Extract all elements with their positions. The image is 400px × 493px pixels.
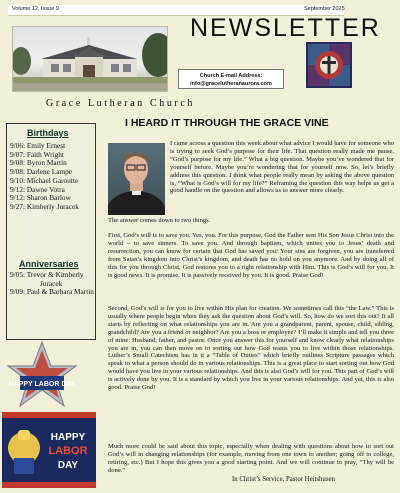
email-box — [178, 69, 284, 89]
anniversaries-list — [10, 271, 94, 297]
issue-date: September 2025 — [304, 6, 345, 12]
pastor-signature: In Christ’s Service, Pastor Heitshusen — [232, 476, 335, 483]
list-item: 9/27: Kimberly Juracek — [10, 201, 79, 211]
list-item: 9/05: Trevor & Kimberly Juracek — [10, 270, 84, 288]
list-item: 9/08: Byron Martin — [10, 158, 67, 168]
banner-word-1: HAPPY — [50, 432, 86, 443]
article-paragraph: I came across a question this week about what advice I would have for someone who is trying to seek God’s purpose for their life. That question really made me pause. “God’s purpose for my life.” What a big question. Maybe you’ve wondered that for yourself before. Maybe you’re wondering that for yourself now. So, let’s briefly address this question. I think what people really mean by asking the above question is, “What is God’s will for my life?” Reframing the question this way helps us get a good handle on the question and allows us to answer more clearly. — [170, 140, 394, 195]
anniversaries-heading: Anniversaries — [19, 259, 79, 269]
article-paragraph: Much more could be said about this topic, especially when dealing with questions about how to sort out God’s will in changing relationships (for example, moving from one town to another; going off to college, retiring, etc.) But I hope this gives you a good starting point. And we will continue to pray, “Thy will be done.” — [108, 443, 394, 474]
email-address[interactable]: info@gracelutheranaurora.com — [190, 81, 272, 87]
email-label: Church E-mail Address: — [199, 73, 263, 79]
list-item: 9/07: Faith Wright — [10, 149, 64, 159]
labor-day-banner — [2, 412, 96, 488]
pastor-photo — [108, 143, 165, 215]
article-paragraph: First, God’s will is to save you. Yes, you. For this purpose, God the Father sent His Son Jesus Christ into the world – to save sinners. To save you. And through baptism, which unites you to Jesus’ death and resurrection, you can know for certain that God has saved you! Your sins are forgiven, you are transferred from Satan’s kingdom into Christ’s kingdom, and death has no hold on you anymore. And by doing all of this for you through Christ, God restores you to a right relationship with Him. This is God’s will for you. It is good news. It is promise. It is passively received by you. It is good. Praise God! — [108, 232, 394, 279]
article-headline: I HEARD IT THROUGH THE GRACE VINE — [125, 117, 329, 129]
list-item: 9/12: Dawne Votra — [10, 184, 65, 194]
list-item: 9/06: Emily Ernest — [10, 141, 66, 150]
star-banner-text: HAPPY LABOR DAY — [8, 381, 76, 388]
newsletter-title: NEWSLETTER — [190, 14, 381, 42]
labor-day-star-graphic — [4, 340, 80, 408]
stained-glass-window — [306, 42, 352, 88]
article-paragraph: The answer comes down to two things. — [108, 217, 211, 224]
birthdays-heading: Birthdays — [27, 128, 69, 138]
list-item: 9/12: Sharon Barlow — [10, 193, 71, 203]
church-building-photo — [12, 26, 168, 92]
article-paragraph: Second, God’s will is for you to live within His plan for creation. We sometimes call this “the Law.” This is usually where people begin when they ask the question about God’s will. So, how do we sort this out? It all starts by reflecting on what relationships you are in. Are you a grandparent, parent, spouse, child, sibling, grandchild? Are you a friend or neighbor? Are you a boss or employee? I’ll make it simple and tell you three of mine: Husband, father, and pastor. Once you answer this for yourself and know clearly what relationships you are in, you can then move on to sorting out how God wants you to live within those relationships. Luther’s Small Catechism has in it a “Table of Duties” which briefly outlines Scripture passages which speak to what a person should do in various relationships. This is a great place to start sorting out how God would have you live in your various relationships. And this is also God’s will for you. This part of God’s will is actively done by you. It is a standard by which you live in your various relationships. And yet, this is also good. Praise God! — [108, 305, 394, 392]
banner-word-2: LABOR — [48, 445, 88, 457]
list-item: 9/09: Paul & Barbara Martin — [10, 287, 94, 297]
birthdays-list — [10, 142, 94, 212]
list-item: 9/10: Michael Garoutte — [10, 175, 79, 185]
volume-issue: Volume 12, Issue 9 — [12, 6, 59, 12]
church-name: Grace Lutheran Church — [46, 98, 195, 109]
banner-word-3: DAY — [57, 460, 79, 471]
list-item: 9/08: Darlene Lampe — [10, 167, 72, 177]
